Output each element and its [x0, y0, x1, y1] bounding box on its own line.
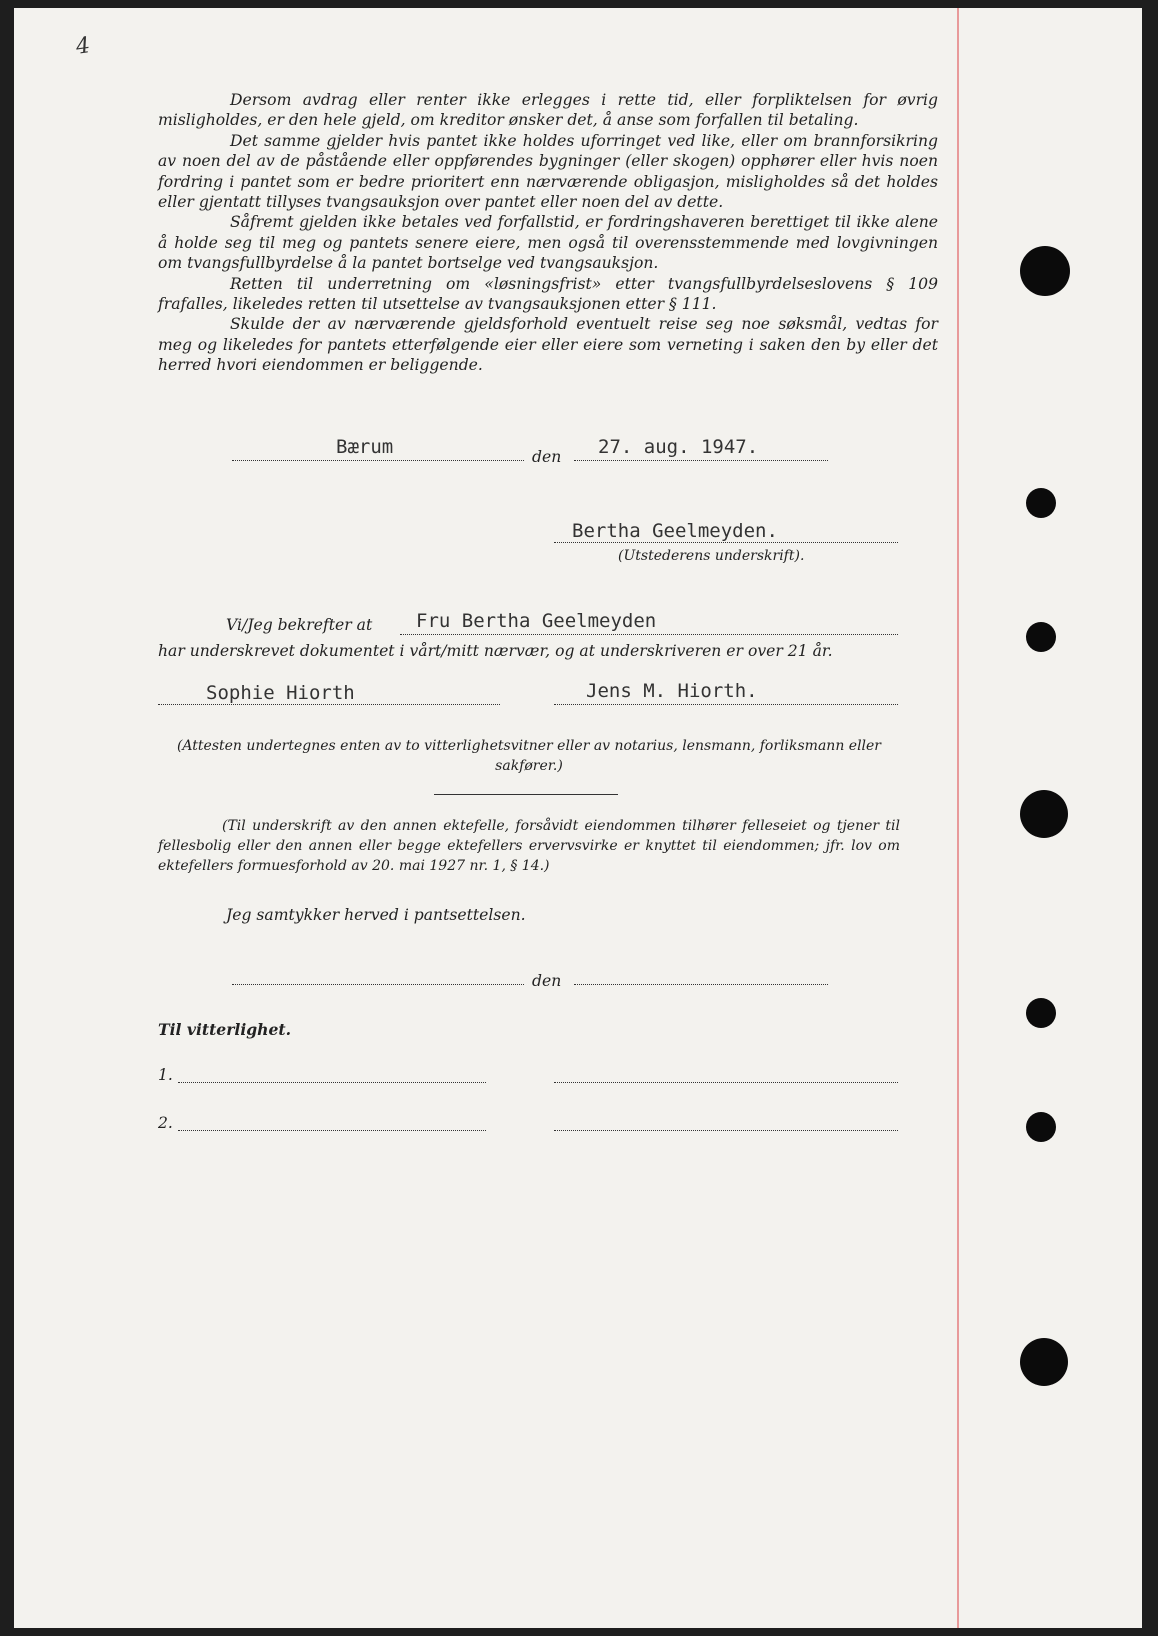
paragraph: Såfremt gjelden ikke betales ved forfallstid, er fordringshaveren berettiget til ikke alene å holde seg til meg og pantets senere eiere, men også til overensstemmende med lovgivningen om tvangsfullbyrdelse å la pantet bortselge ved tvangsauksjon. — [158, 213, 938, 273]
spouse-note: (Til underskrift av den annen ektefelle, forsåvidt eiendommen tilhører felleseiet og tjener til fellesbolig eller den annen eller begge ektefellers ervervsvirke er knyttet til eiendommen; jfr. lov om ektefellers formuesforhold av 20. mai 1927 nr. 1, § 14.) — [158, 818, 900, 874]
confirmation-text: har underskrevet dokumentet i vårt/mitt nærvær, og at underskriveren er over 21 år. — [158, 642, 833, 660]
paragraph: Dersom avdrag eller renter ikke erlegges i rette tid, eller forpliktelsen for øvrig misligholdes, er den hele gjeld, om kreditor ønsker det, å anse som forfallen til betaling. — [158, 91, 938, 130]
punch-hole-icon — [1020, 246, 1070, 296]
vitterlighet-line-1a — [178, 1082, 486, 1083]
punch-hole-icon — [1026, 998, 1056, 1028]
til-vitterlighet-label: Til vitterlighet. — [158, 1020, 292, 1039]
witness-signature-2: Jens M. Hiorth. — [586, 680, 758, 702]
witness-line-2 — [554, 704, 898, 705]
paragraph: Retten til underretning om «løsningsfrist» etter tvangsfullbyrdelseslovens § 109 frafalles, likeledes retten til utsettelse av tvangsauksjonen etter § 111. — [158, 274, 938, 314]
confirmation-name: Fru Bertha Geelmeyden — [416, 610, 657, 632]
witness-signature-1: Sophie Hiorth — [206, 682, 355, 704]
issuer-signature-line — [554, 542, 898, 543]
punch-hole-icon — [1026, 622, 1056, 652]
punch-hole-icon — [1020, 1338, 1068, 1386]
confirmation-line — [400, 634, 898, 635]
vitterlighet-line-2a — [178, 1130, 486, 1131]
place-line — [232, 460, 524, 461]
vitterlighet-line-2b — [554, 1130, 898, 1131]
punch-hole-icon — [1026, 488, 1056, 518]
paragraph: Skulde der av nærværende gjeldsforhold eventuelt reise seg noe søksmål, vedtas for meg og likeledes for pantets etterfølgende eier eller eiere som verneting i saken den by eller det herred hvori eiendommen er beliggende. — [158, 315, 938, 375]
red-margin-line — [957, 8, 959, 1628]
terms-text — [158, 90, 938, 376]
second-den-label: den — [532, 972, 562, 990]
document-page — [14, 8, 1142, 1628]
attest-note: (Attesten undertegnes enten av to vitterlighetsvitner eller av notarius, lensmann, forliksmann eller sakfører.) — [176, 738, 882, 774]
issuer-caption: (Utstederens underskrift). — [618, 548, 805, 564]
issuer-signature: Bertha Geelmeyden. — [572, 520, 778, 542]
corner-handwritten-mark: 4 — [74, 33, 92, 60]
second-date-line — [574, 984, 828, 985]
witness-number-1: 1. — [158, 1066, 173, 1084]
witness-line-1 — [158, 704, 500, 705]
punch-hole-icon — [1020, 790, 1068, 838]
paragraph: Det samme gjelder hvis pantet ikke holdes uforringet ved like, eller om brannforsikring av noen del av de påstående eller oppførendes bygninger (eller skogen) opphører eller hvis noen fordring i pantet som er bedre prioritert enn nærværende obligasjon, misligholdes så det holdes eller gjentatt tillyses tvangsauksjon over pantet eller noen del av dette. — [158, 131, 938, 212]
confirmation-prefix: Vi/Jeg bekrefter at — [226, 616, 373, 634]
punch-hole-icon — [1026, 1112, 1056, 1142]
witness-number-2: 2. — [158, 1114, 173, 1132]
consent-text: Jeg samtykker herved i pantsettelsen. — [226, 906, 526, 924]
separator-rule — [434, 794, 618, 795]
date-value: 27. aug. 1947. — [598, 436, 759, 458]
den-label: den — [532, 448, 562, 466]
vitterlighet-line-1b — [554, 1082, 898, 1083]
date-line — [574, 460, 828, 461]
place-value: Bærum — [336, 436, 394, 458]
second-place-line — [232, 984, 524, 985]
